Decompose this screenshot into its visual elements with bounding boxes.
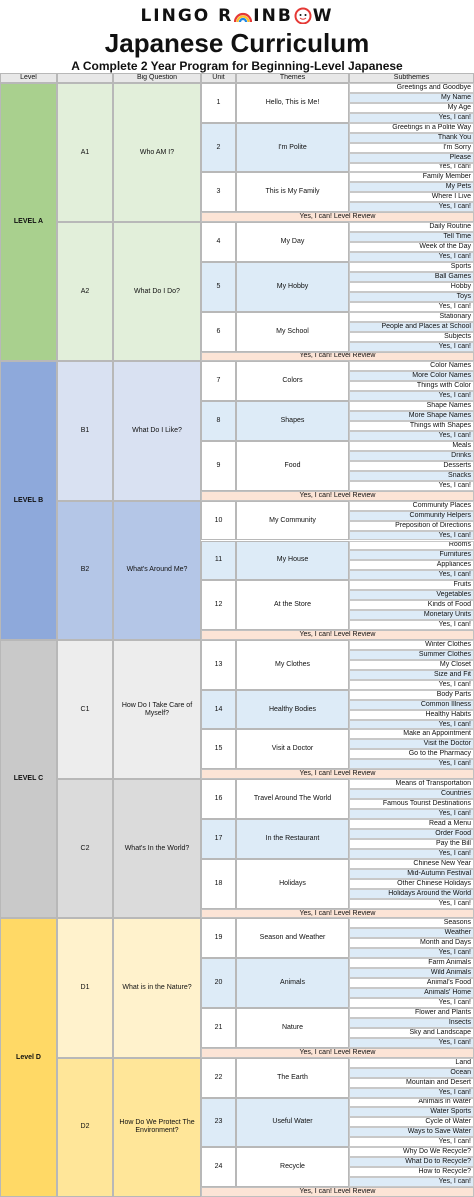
- subtheme-item: Tell Time: [349, 232, 474, 242]
- unit-number: 3: [201, 172, 236, 212]
- subtheme-item: Greetings in a Polite Way: [349, 123, 474, 133]
- subtheme-item: Appliances: [349, 560, 474, 570]
- unit-number: 13: [201, 640, 236, 690]
- subtheme-item: Rooms: [349, 541, 474, 551]
- subtheme-item: Means of Transportation: [349, 779, 474, 789]
- subtheme-item: Yes, I can!: [349, 481, 474, 491]
- level-review-row: Yes, I can! Level Review: [201, 1048, 474, 1058]
- subtheme-item: Meals: [349, 441, 474, 451]
- subtheme-item: My Name: [349, 93, 474, 103]
- rainbow-icon: [234, 7, 252, 24]
- unit-number: 6: [201, 312, 236, 352]
- subtheme-item: Sky and Landscape: [349, 1028, 474, 1038]
- unit-theme: Colors: [236, 361, 349, 401]
- brand-text-left: LINGO R: [140, 6, 234, 26]
- subtheme-item: Yes, I can!: [349, 720, 474, 730]
- column-header: Themes: [236, 73, 349, 83]
- subtheme-item: Toys: [349, 292, 474, 302]
- subtheme-item: Animals' Home: [349, 988, 474, 998]
- unit-theme: My Clothes: [236, 640, 349, 690]
- subtheme-item: Order Food: [349, 829, 474, 839]
- unit-number: 18: [201, 859, 236, 909]
- subtheme-item: Please: [349, 153, 474, 163]
- unit-number: 1: [201, 83, 236, 123]
- unit-theme: The Earth: [236, 1058, 349, 1098]
- subtheme-item: Summer Clothes: [349, 650, 474, 660]
- subtheme-item: Ball Games: [349, 272, 474, 282]
- page-subtitle: A Complete 2 Year Program for Beginning-Level Japanese: [71, 59, 403, 73]
- subtheme-item: Yes, I can!: [349, 570, 474, 580]
- unit-number: 16: [201, 779, 236, 819]
- subtheme-item: Yes, I can!: [349, 163, 474, 173]
- subtheme-item: Seasons: [349, 918, 474, 928]
- subtheme-item: Yes, I can!: [349, 899, 474, 909]
- subtheme-item: Ocean: [349, 1068, 474, 1078]
- group-code: A2: [57, 222, 113, 361]
- subtheme-item: Other Chinese Holidays: [349, 879, 474, 889]
- subtheme-item: Stationary: [349, 312, 474, 322]
- unit-theme: Food: [236, 441, 349, 491]
- level-label: Level D: [0, 918, 57, 1197]
- subtheme-item: Month and Days: [349, 938, 474, 948]
- big-question: What Do I Like?: [113, 361, 201, 500]
- unit-theme: Recycle: [236, 1147, 349, 1187]
- subtheme-item: Things with Shapes: [349, 421, 474, 431]
- subtheme-item: My Pets: [349, 182, 474, 192]
- subtheme-item: Drinks: [349, 451, 474, 461]
- subtheme-item: Community Places: [349, 501, 474, 511]
- subtheme-item: Where I Live: [349, 192, 474, 202]
- subtheme-item: Size and Fit: [349, 670, 474, 680]
- subtheme-item: More Color Names: [349, 371, 474, 381]
- subtheme-item: My Age: [349, 103, 474, 113]
- subtheme-item: Daily Routine: [349, 222, 474, 232]
- brand-logo: [0, 4, 474, 26]
- subtheme-item: Preposition of Directions: [349, 521, 474, 531]
- group-code: D2: [57, 1058, 113, 1197]
- subtheme-item: Sports: [349, 262, 474, 272]
- big-question: What Do I Do?: [113, 222, 201, 361]
- subtheme-item: Ways to Save Water: [349, 1127, 474, 1137]
- group-code: C1: [57, 640, 113, 779]
- unit-theme: Visit a Doctor: [236, 729, 349, 769]
- subtheme-item: Water Sports: [349, 1107, 474, 1117]
- subtheme-item: Insects: [349, 1018, 474, 1028]
- unit-number: 5: [201, 262, 236, 312]
- column-header: Big Question: [113, 73, 201, 83]
- unit-theme: Holidays: [236, 859, 349, 909]
- big-question: What's Around Me?: [113, 501, 201, 640]
- subtheme-item: Monetary Units: [349, 610, 474, 620]
- big-question: How Do I Take Care of Myself?: [113, 640, 201, 779]
- unit-number: 22: [201, 1058, 236, 1098]
- unit-number: 12: [201, 580, 236, 630]
- subtheme-item: Yes, I can!: [349, 1137, 474, 1147]
- subtheme-item: Yes, I can!: [349, 1177, 474, 1187]
- page-header: [0, 0, 474, 73]
- subtheme-item: Farm Animals: [349, 958, 474, 968]
- subtheme-item: Pay the Bill: [349, 839, 474, 849]
- subtheme-item: Yes, I can!: [349, 948, 474, 958]
- column-header: Unit: [201, 73, 236, 83]
- subtheme-item: Read a Menu: [349, 819, 474, 829]
- unit-theme: Hello, This is Me!: [236, 83, 349, 123]
- unit-theme: This is My Family: [236, 172, 349, 212]
- subtheme-item: Winter Clothes: [349, 640, 474, 650]
- subtheme-item: Yes, I can!: [349, 431, 474, 441]
- unit-theme: My Day: [236, 222, 349, 262]
- unit-theme: Travel Around The World: [236, 779, 349, 819]
- big-question: What's In the World?: [113, 779, 201, 918]
- subtheme-item: More Shape Names: [349, 411, 474, 421]
- level-label: LEVEL C: [0, 640, 57, 919]
- subtheme-item: Wild Animals: [349, 968, 474, 978]
- unit-number: 7: [201, 361, 236, 401]
- unit-number: 2: [201, 123, 236, 173]
- unit-theme: Nature: [236, 1008, 349, 1048]
- subtheme-item: Color Names: [349, 361, 474, 371]
- unit-number: 9: [201, 441, 236, 491]
- subtheme-item: Fruits: [349, 580, 474, 590]
- level-review-row: Yes, I can! Level Review: [201, 491, 474, 501]
- subtheme-item: I'm Sorry: [349, 143, 474, 153]
- subtheme-item: Furnitures: [349, 550, 474, 560]
- subtheme-item: Holidays Around the World: [349, 889, 474, 899]
- subtheme-item: Mid-Autumn Festival: [349, 869, 474, 879]
- big-question: What is in the Nature?: [113, 918, 201, 1057]
- subtheme-item: Weather: [349, 928, 474, 938]
- unit-theme: My House: [236, 541, 349, 581]
- subtheme-item: Yes, I can!: [349, 998, 474, 1008]
- subtheme-item: People and Places at School: [349, 322, 474, 332]
- unit-number: 24: [201, 1147, 236, 1187]
- subtheme-item: Kinds of Food: [349, 600, 474, 610]
- subtheme-item: Yes, I can!: [349, 680, 474, 690]
- subtheme-item: Family Member: [349, 172, 474, 182]
- subtheme-item: Subjects: [349, 332, 474, 342]
- level-review-row: Yes, I can! Level Review: [201, 212, 474, 222]
- big-question: Who AM I?: [113, 83, 201, 222]
- group-code: B2: [57, 501, 113, 640]
- group-code: D1: [57, 918, 113, 1057]
- level-label: LEVEL A: [0, 83, 57, 362]
- unit-theme: I'm Polite: [236, 123, 349, 173]
- unit-theme: Useful Water: [236, 1098, 349, 1148]
- subtheme-item: Yes, I can!: [349, 1088, 474, 1098]
- subtheme-item: Yes, I can!: [349, 391, 474, 401]
- subtheme-item: Common Illness: [349, 700, 474, 710]
- subtheme-item: Flower and Plants: [349, 1008, 474, 1018]
- level-review-row: Yes, I can! Level Review: [201, 630, 474, 640]
- page-title: Japanese Curriculum: [104, 28, 370, 58]
- subtheme-item: Week of the Day: [349, 242, 474, 252]
- level-review-row: Yes, I can! Level Review: [201, 1187, 474, 1197]
- unit-theme: My Community: [236, 501, 349, 541]
- unit-theme: In the Restaurant: [236, 819, 349, 859]
- subtheme-item: Land: [349, 1058, 474, 1068]
- subtheme-item: Shape Names: [349, 401, 474, 411]
- level-review-row: Yes, I can! Level Review: [201, 909, 474, 919]
- subtheme-item: Thank You: [349, 133, 474, 143]
- level-label: LEVEL B: [0, 361, 57, 640]
- group-code: C2: [57, 779, 113, 918]
- column-header: Level: [0, 73, 57, 83]
- brand-text-end: W: [312, 6, 334, 26]
- unit-number: 17: [201, 819, 236, 859]
- column-header: Subthemes: [349, 73, 474, 83]
- subtheme-item: Animals in Water: [349, 1098, 474, 1108]
- unit-theme: Healthy Bodies: [236, 690, 349, 730]
- unit-number: 4: [201, 222, 236, 262]
- subtheme-item: Yes, I can!: [349, 342, 474, 352]
- brand-text-mid: INB: [253, 6, 293, 26]
- level-review-row: Yes, I can! Level Review: [201, 769, 474, 779]
- unit-number: 11: [201, 541, 236, 581]
- subtheme-item: Chinese New Year: [349, 859, 474, 869]
- subtheme-item: Hobby: [349, 282, 474, 292]
- unit-number: 20: [201, 958, 236, 1008]
- subtheme-item: Go to the Pharmacy: [349, 749, 474, 759]
- subtheme-item: Animal's Food: [349, 978, 474, 988]
- subtheme-item: Yes, I can!: [349, 849, 474, 859]
- subtheme-item: Body Parts: [349, 690, 474, 700]
- level-review-row: Yes, I can! Level Review: [201, 352, 474, 362]
- subtheme-item: Make an Appointment: [349, 729, 474, 739]
- subtheme-item: Yes, I can!: [349, 202, 474, 212]
- subtheme-item: What Do to Recycle?: [349, 1157, 474, 1167]
- subtheme-item: Things with Color: [349, 381, 474, 391]
- subtheme-item: Famous Tourist Destinations: [349, 799, 474, 809]
- face-icon: [294, 7, 312, 24]
- unit-theme: Animals: [236, 958, 349, 1008]
- big-question: How Do We Protect The Environment?: [113, 1058, 201, 1197]
- unit-number: 14: [201, 690, 236, 730]
- subtheme-item: Why Do We Recycle?: [349, 1147, 474, 1157]
- unit-number: 19: [201, 918, 236, 958]
- unit-number: 8: [201, 401, 236, 441]
- subtheme-item: Yes, I can!: [349, 809, 474, 819]
- subtheme-item: Visit the Doctor: [349, 739, 474, 749]
- subtheme-item: Desserts: [349, 461, 474, 471]
- subtheme-item: Greetings and Goodbye: [349, 83, 474, 93]
- subtheme-item: Yes, I can!: [349, 531, 474, 541]
- subtheme-item: Vegetables: [349, 590, 474, 600]
- subtheme-item: Yes, I can!: [349, 620, 474, 630]
- subtheme-item: Healthy Habits: [349, 710, 474, 720]
- subtheme-item: Mountain and Desert: [349, 1078, 474, 1088]
- subtheme-item: Countries: [349, 789, 474, 799]
- subtheme-item: Yes, I can!: [349, 113, 474, 123]
- unit-number: 15: [201, 729, 236, 769]
- unit-number: 10: [201, 501, 236, 541]
- unit-theme: My School: [236, 312, 349, 352]
- unit-number: 21: [201, 1008, 236, 1048]
- unit-theme: My Hobby: [236, 262, 349, 312]
- curriculum-table: [0, 73, 474, 1197]
- subtheme-item: How to Recycle?: [349, 1167, 474, 1177]
- unit-theme: Shapes: [236, 401, 349, 441]
- subtheme-item: Cycle of Water: [349, 1117, 474, 1127]
- unit-number: 23: [201, 1098, 236, 1148]
- group-code: A1: [57, 83, 113, 222]
- subtheme-item: Yes, I can!: [349, 302, 474, 312]
- column-header: [57, 73, 113, 83]
- subtheme-item: Yes, I can!: [349, 759, 474, 769]
- subtheme-item: Community Helpers: [349, 511, 474, 521]
- subtheme-item: Snacks: [349, 471, 474, 481]
- unit-theme: At the Store: [236, 580, 349, 630]
- subtheme-item: My Closet: [349, 660, 474, 670]
- group-code: B1: [57, 361, 113, 500]
- unit-theme: Season and Weather: [236, 918, 349, 958]
- subtheme-item: Yes, I can!: [349, 1038, 474, 1048]
- subtheme-item: Yes, I can!: [349, 252, 474, 262]
